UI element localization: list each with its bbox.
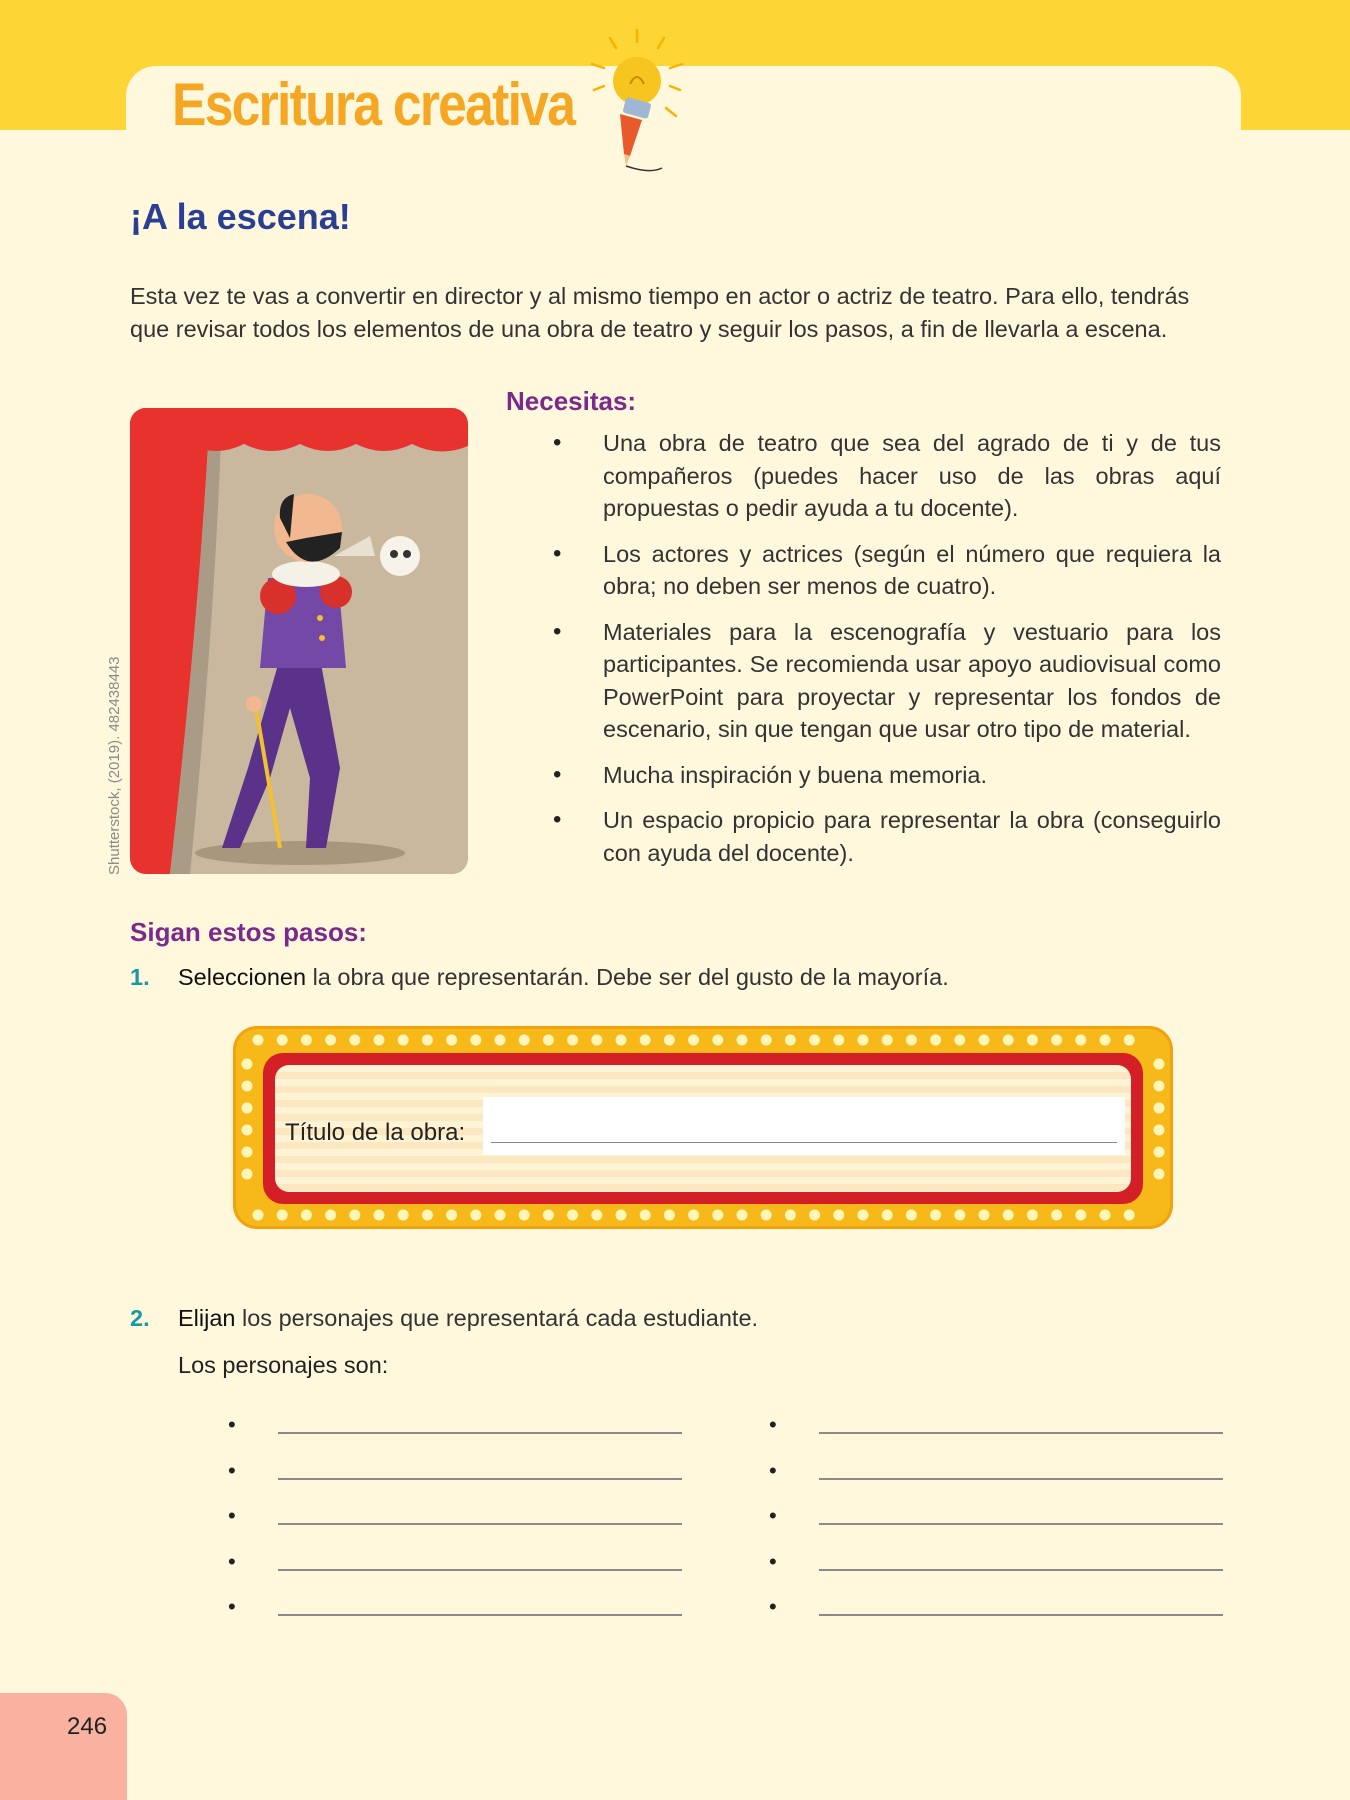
needs-list — [553, 427, 1221, 882]
marquee-bulb — [242, 1103, 253, 1114]
marquee-bulb — [446, 1210, 457, 1221]
steps-title: Sigan estos pasos: — [130, 917, 367, 947]
marquee-bulb — [422, 1035, 433, 1046]
marquee-bulb — [446, 1035, 457, 1046]
needs-title: Necesitas: — [506, 386, 637, 416]
marquee-bulb — [1075, 1210, 1086, 1221]
marquee-bulb — [567, 1035, 578, 1046]
marquee-bulb — [616, 1210, 627, 1221]
list-item: • Los actores y actrices (según el número que requiera la obra; no deben ser menos de cuatro). — [553, 538, 1221, 603]
marquee-bulb — [712, 1210, 723, 1221]
bullet-icon: • — [769, 1503, 777, 1528]
marquee-frame — [263, 1053, 1143, 1204]
step-text: la obra que representarán. Debe ser del gusto de la mayoría. — [306, 964, 949, 990]
marquee-bulb — [809, 1035, 820, 1046]
marquee-bulb — [470, 1210, 481, 1221]
marquee-bulb — [930, 1035, 941, 1046]
marquee-panel — [275, 1065, 1131, 1192]
marquee-bulb — [1154, 1169, 1165, 1180]
step-number: 1. — [130, 964, 150, 990]
writing-line — [278, 1432, 682, 1434]
marquee-bulb — [1154, 1125, 1165, 1136]
marquee-bulb — [906, 1210, 917, 1221]
marquee-bulb — [349, 1035, 360, 1046]
marquee-bulb — [761, 1035, 772, 1046]
marquee-bulb — [688, 1210, 699, 1221]
marquee-bulb — [242, 1059, 253, 1070]
marquee-bulb — [349, 1210, 360, 1221]
marquee-bulb — [1003, 1035, 1014, 1046]
marquee-bulb — [858, 1210, 869, 1221]
marquee-bulb — [422, 1210, 433, 1221]
marquee-bulb — [664, 1035, 675, 1046]
marquee-bulb — [712, 1035, 723, 1046]
marquee-bulb — [1124, 1210, 1135, 1221]
marquee-bulb — [954, 1035, 965, 1046]
play-title-label: Título de la obra: — [285, 1119, 466, 1146]
writing-line — [819, 1478, 1223, 1480]
marquee-bulb — [737, 1210, 748, 1221]
marquee-bulb — [1051, 1035, 1062, 1046]
marquee-bulb — [253, 1210, 264, 1221]
marquee-bulb — [1003, 1210, 1014, 1221]
marquee-bulb — [858, 1035, 869, 1046]
marquee-bulb — [1154, 1103, 1165, 1114]
marquee-bulb — [833, 1035, 844, 1046]
bullet-icon: • — [228, 1412, 236, 1437]
marquee-bulb — [906, 1035, 917, 1046]
step-verb: Elijan — [178, 1305, 236, 1331]
marquee-bulb — [519, 1035, 530, 1046]
marquee-bulb — [979, 1210, 990, 1221]
marquee-bulb — [616, 1035, 627, 1046]
marquee-bulb — [242, 1081, 253, 1092]
marquee-bulb — [1154, 1059, 1165, 1070]
marquee-bulb — [242, 1169, 253, 1180]
marquee-bulb — [1100, 1035, 1111, 1046]
bullet-icon: • — [228, 1458, 236, 1483]
marquee-bulb — [640, 1210, 651, 1221]
step-2 — [130, 1305, 758, 1332]
characters-label: Los personajes son: — [178, 1352, 389, 1378]
writing-line — [278, 1614, 682, 1616]
marquee-bulb — [325, 1210, 336, 1221]
step-verb: Seleccionen — [178, 964, 307, 990]
lightbulb-pencil-icon — [580, 24, 695, 174]
bullet-icon: • — [769, 1594, 777, 1619]
marquee-bulb — [761, 1210, 772, 1221]
bullet-icon: • — [769, 1458, 777, 1483]
bullet-icon: • — [228, 1594, 236, 1619]
marquee-bulb — [833, 1210, 844, 1221]
marquee-bulb — [737, 1035, 748, 1046]
title-marquee — [233, 1026, 1173, 1229]
marquee-bulb — [301, 1035, 312, 1046]
bullet-icon: • — [228, 1549, 236, 1574]
marquee-bulb — [519, 1210, 530, 1221]
marquee-bulb — [809, 1210, 820, 1221]
marquee-bulb — [1124, 1035, 1135, 1046]
marquee-bulb — [495, 1210, 506, 1221]
writing-line — [278, 1523, 682, 1525]
writing-line — [491, 1142, 1117, 1144]
marquee-bulb — [277, 1035, 288, 1046]
intro-paragraph: Esta vez te vas a convertir en director y al mismo tiempo en actor o actriz de teatro. Para ello, tendrás que revisar todos los elementos de una obra de teatro y seguir los pasos, a fin de llevarla a escena. — [130, 283, 1190, 342]
writing-line — [819, 1523, 1223, 1525]
page-heading: ¡A la escena! — [130, 196, 351, 237]
page-number-tab — [0, 1693, 127, 1800]
actor-illustration — [130, 408, 468, 874]
image-credit: Shutterstock, (2019). 482438443 — [106, 656, 123, 875]
marquee-bulb — [495, 1035, 506, 1046]
marquee-bulb — [882, 1035, 893, 1046]
marquee-bulb — [301, 1210, 312, 1221]
marquee-bulb — [325, 1035, 336, 1046]
step-1 — [130, 964, 949, 991]
marquee-bulb — [398, 1035, 409, 1046]
bullet-icon: • — [769, 1412, 777, 1437]
page-number: 246 — [67, 1713, 108, 1740]
marquee-bulb — [253, 1035, 264, 1046]
marquee-bulb — [664, 1210, 675, 1221]
marquee-bulb — [1075, 1035, 1086, 1046]
writing-line — [278, 1569, 682, 1571]
list-item: • Una obra de teatro que sea del agrado de ti y de tus compañeros (puedes hacer uso de las obras aquí propuestas o pedir ayuda a tu docente). — [553, 427, 1221, 525]
marquee-bulb — [882, 1210, 893, 1221]
marquee-bulb — [1100, 1210, 1111, 1221]
marquee-bulb — [591, 1035, 602, 1046]
writing-line — [819, 1614, 1223, 1616]
marquee-bulb — [785, 1035, 796, 1046]
marquee-bulb — [374, 1035, 385, 1046]
marquee-bulb — [374, 1210, 385, 1221]
list-item: • Mucha inspiración y buena memoria. — [553, 759, 1221, 792]
marquee-bulb — [277, 1210, 288, 1221]
marquee-bulb — [242, 1125, 253, 1136]
marquee-bulb — [1154, 1081, 1165, 1092]
bullet-icon: • — [228, 1503, 236, 1528]
step-number: 2. — [130, 1305, 150, 1331]
writing-line — [819, 1432, 1223, 1434]
marquee-bulb — [954, 1210, 965, 1221]
section-title: Escritura creativa — [172, 71, 575, 138]
list-item: • Un espacio propicio para representar la obra (conseguirlo con ayuda del docente). — [553, 804, 1221, 869]
marquee-bulb — [567, 1210, 578, 1221]
step-text: los personajes que representará cada estudiante. — [235, 1305, 759, 1331]
marquee-bulb — [543, 1035, 554, 1046]
marquee-bulb — [1154, 1147, 1165, 1158]
marquee-bulb — [640, 1035, 651, 1046]
marquee-bulb — [930, 1210, 941, 1221]
writing-line — [278, 1478, 682, 1480]
play-title-field[interactable] — [483, 1097, 1125, 1155]
writing-line — [819, 1569, 1223, 1571]
list-item: • Materiales para la escenografía y vestuario para los participantes. Se recomienda usar apoyo audiovisual como PowerPoint para proyectar y representar los fondos de escenario, sin que tengan que usar otro tipo de material. — [553, 616, 1221, 746]
marquee-bulb — [1051, 1210, 1062, 1221]
marquee-bulb — [398, 1210, 409, 1221]
marquee-bulb — [1027, 1210, 1038, 1221]
bullet-icon: • — [769, 1549, 777, 1574]
marquee-bulb — [688, 1035, 699, 1046]
marquee-bulb — [242, 1147, 253, 1158]
marquee-bulb — [543, 1210, 554, 1221]
marquee-bulb — [470, 1035, 481, 1046]
marquee-bulb — [1027, 1035, 1038, 1046]
marquee-bulb — [591, 1210, 602, 1221]
marquee-bulb — [979, 1035, 990, 1046]
marquee-bulb — [785, 1210, 796, 1221]
